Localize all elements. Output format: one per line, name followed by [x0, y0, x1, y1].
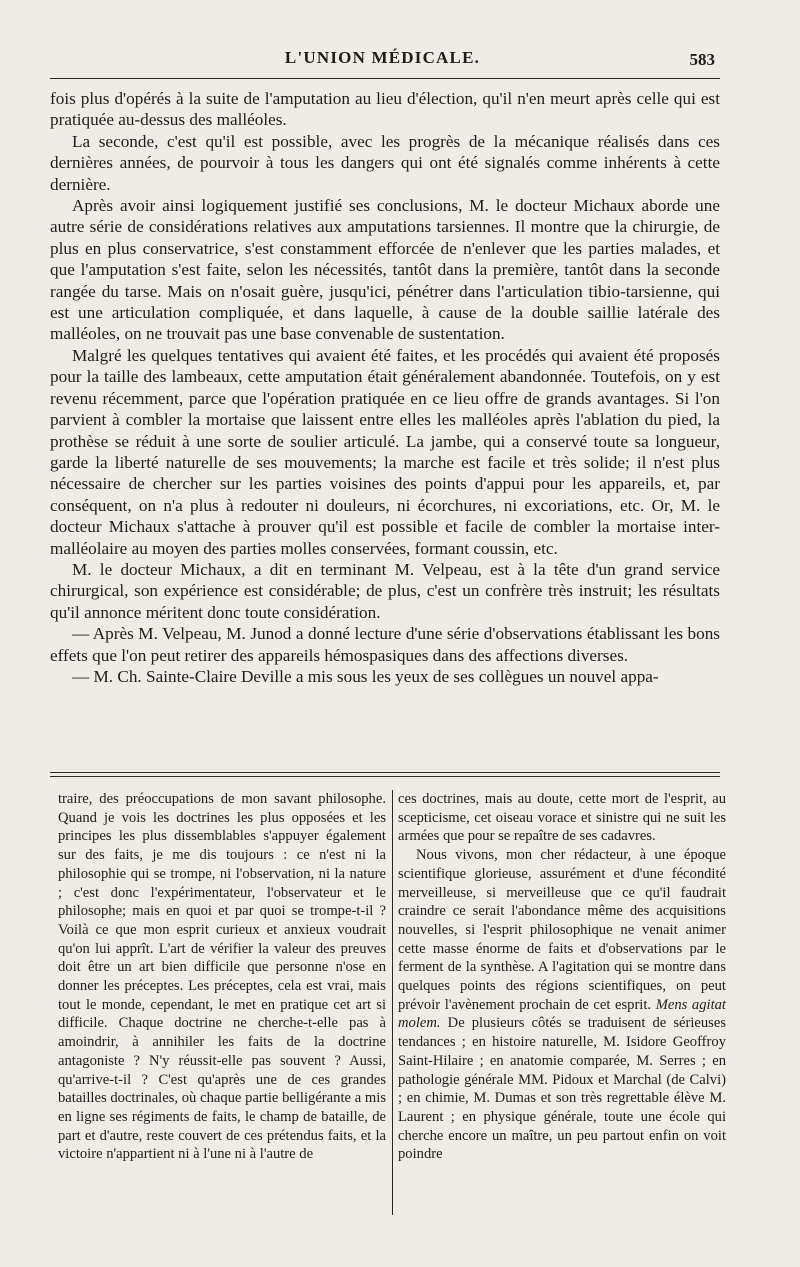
paragraph: Malgré les quelques tentatives qui avaient été faites, et les procédés qui avaient été proposés pour la taille des lambeaux, cette amputation était généralement abandonnée. Toutefois, on y est revenu récemment, parce que l'opération pratiquée en ce lieu offre de grands avantages. Si l'on parvient à combler la mortaise que laissent entre elles les malléoles après l'ablation du pied, la prothèse se réduit à une sorte de soulier articulé. La jambe, qui a conservé toute sa longueur, garde la liberté naturelle de ses mouvements; la marche est facile et très solide; il n'est plus nécessaire de chercher sur les parties voisines des points d'appui pour les appareils, et, par conséquent, on n'a plus à redouter ni douleurs, ni écorchures, ni excoriations, etc. Or, M. le docteur Michaux s'attache à prouver qu'il est possible et facile de combler la mortaise inter-malléolaire au moyen des parties molles conservées, formant coussin, etc. [50, 345, 720, 558]
header-rule [50, 78, 720, 79]
column-divider [392, 790, 393, 1215]
feuilleton-right-column [398, 790, 726, 1164]
main-article [50, 88, 720, 687]
running-title: L'UNION MÉDICALE. [284, 48, 481, 67]
paragraph: fois plus d'opérés à la suite de l'amputation au lieu d'élection, qu'il n'en meurt après celle qui est pratiquée au-dessus des malléoles. [50, 89, 720, 130]
paragraph [398, 846, 726, 1164]
latin-quote: Mens agitat molem. [398, 996, 726, 1032]
page-header [50, 48, 715, 74]
paragraph: La seconde, c'est qu'il est possible, avec les progrès de la mécanique réalisés dans ces dernières années, de pourvoir à tous les dangers qui ont été signalés comme inhérents à cette dernière. [50, 131, 720, 194]
page-number: 583 [689, 50, 715, 69]
paragraph: Après avoir ainsi logiquement justifié ses conclusions, M. le docteur Michaux aborde une autre série de considérations relatives aux amputations tarsiennes. Il montre que la chirurgie, de plus en plus conservatrice, s'est constamment efforcée de n'enlever que les parties malades, et que l'amputation s'est faite, selon les nécessités, tantôt dans la première, tantôt dans la seconde rangée du tarse. Mais on n'osait guère, jusqu'ici, pénétrer dans l'articulation tibio-tarsienne, qui est une articulation compliquée, et dans laquelle, à cause de la double saillie latérale des malléoles, on ne trouvait pas une base convenable de sustentation. [50, 196, 720, 344]
paragraph: M. le docteur Michaux, a dit en terminant M. Velpeau, est à la tête d'un grand service chirurgical, son expérience est considérable; de plus, c'est un confrère très instruit; les résultats qu'il annonce méritent donc toute considération. [50, 559, 720, 622]
feuilleton-rule [50, 772, 720, 777]
paragraph: — M. Ch. Sainte-Claire Deville a mis sous les yeux de ses collègues un nouvel appa- [72, 666, 659, 686]
paragraph: traire, des préoccupations de mon savant philosophe. Quand je vois les doctrines les plus opposées et les principes les plus dissemblables s'appuyer également sur des faits, je me dis toujours : ce n'est ni la philosophie qui se trompe, ni l'observation, ni la nature ; c'est donc l'expérimentateur, l'observateur et le philosophe; mais en quoi et par quoi se trompe-t-il ? Voilà ce que mon esprit curieux et anxieux voudrait qu'on lui apprît. L'art de vérifier la valeur des preuves doit être un art bien difficile que personne n'ose en donner les préceptes. Les préceptes, cela est vrai, mais tout le monde, cependant, le met en pratique cet art si difficile. Chaque doctrine ne cherche-t-elle pas à amoindrir, à annihiler les faits de la doctrine antagoniste ? N'y réussit-elle pas souvent ? Aussi, qu'arrive-t-il ? C'est qu'après une de ces grandes batailles doctrinales, où chaque partie belligérante a mis en ligne ses régiments de faits, le champ de bataille, de part et d'autre, reste couvert de ces prétendus faits, et la victoire n'appartient ni à l'une ni à l'autre de [58, 791, 386, 1163]
paragraph: ces doctrines, mais au doute, cette mort de l'esprit, au scepticisme, cet oiseau vorace et sinistre qui ne suit les armées que pour se repaître de ses cadavres. [398, 791, 726, 845]
feuilleton-left-column [58, 790, 386, 1164]
paragraph-text: Nous vivons, mon cher rédacteur, à une époque scientifique glorieuse, assurément et d'une fécondité merveilleuse, si merveilleuse que ce qu'il faudrait craindre ce serait l'abondance même des acquisitions nouvelles, si l'esprit philosophique ne venait animer cette masse énorme de faits et d'observations par le ferment de la synthèse. A l'agitation qui se montre dans quelques points des régions scientifiques, on peut prévoir l'avènement prochain de cet esprit. [398, 847, 726, 1013]
paragraph-text: De plusieurs côtés se traduisent de sérieuses tendances ; en histoire naturelle, M. Isidore Geoffroy Saint-Hilaire ; en anatomie comparée, M. Serres ; en pathologie générale MM. Pidoux et Marchal (de Calvi) ; en chimie, M. Dumas et son très regrettable élève M. Laurent ; en physique générale, toute une école qui cherche encore un maître, un peu partout enfin on voit poindre [398, 1015, 727, 1163]
paragraph: — Après M. Velpeau, M. Junod a donné lecture d'une série d'observations établissant les bons effets que l'on peut retirer des appareils hémospasiques dans des affections diverses. [50, 624, 720, 665]
